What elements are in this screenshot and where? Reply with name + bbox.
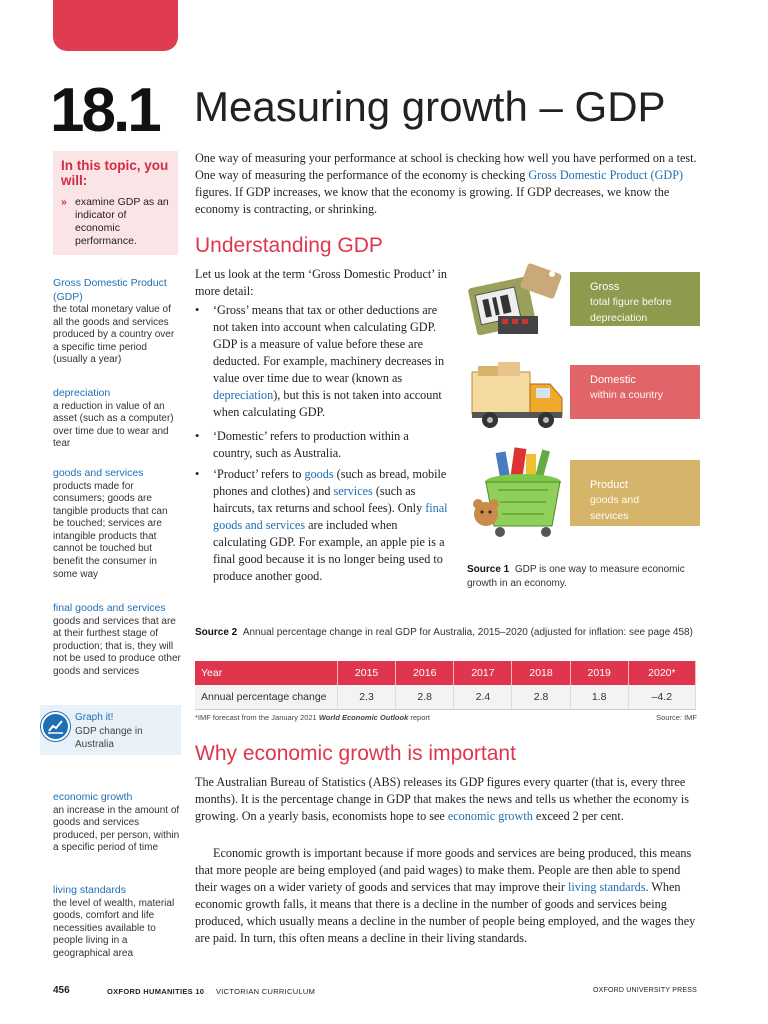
gdp-table bbox=[195, 661, 696, 710]
in-this-topic-heading: In this topic, you will: bbox=[61, 158, 169, 188]
bullet-icon: • bbox=[195, 303, 200, 317]
glossary-definition: the total monetary value of all the goods and services produced by a country over a specific time period (usually a year) bbox=[53, 304, 175, 366]
curriculum-name: VICTORIAN CURRICULUM bbox=[216, 987, 316, 996]
card-description: total figure before depreciation bbox=[590, 296, 672, 324]
glossary-term: final goods and services bbox=[53, 602, 166, 614]
topic-objective bbox=[61, 196, 170, 248]
economic-growth-link[interactable]: economic growth bbox=[447, 809, 533, 823]
card-description: within a country bbox=[590, 389, 663, 401]
table-header: 2020* bbox=[628, 661, 695, 685]
series-name: OXFORD HUMANITIES 10 bbox=[107, 987, 205, 996]
chapter-tab bbox=[53, 0, 178, 51]
section-heading: Why economic growth is important bbox=[195, 742, 516, 765]
why-paragraph-2 bbox=[195, 845, 697, 947]
graph-it-text: GDP change in Australia bbox=[75, 726, 143, 750]
glossary-entry bbox=[53, 387, 181, 451]
card-title: Product bbox=[590, 479, 628, 491]
graph-it-label: Graph it! bbox=[75, 712, 114, 723]
final-goods-link[interactable]: final goods and services bbox=[213, 501, 448, 532]
caption-text: Annual percentage change in real GDP for Australia, 2015–2020 (adjusted for inflation: see page 458) bbox=[242, 627, 693, 638]
product-card bbox=[570, 460, 700, 526]
glossary-definition: an increase in the amount of goods and services produced, per person, within a specific period of time bbox=[53, 804, 180, 854]
glossary-term: Gross Domestic Product (GDP) bbox=[53, 277, 167, 303]
table-source: Source: IMF bbox=[656, 713, 697, 722]
intro-paragraph bbox=[195, 150, 697, 218]
glossary-definition: products made for consumers; goods are tangible products that can be touched; services are intangible products that cannot be touched but benefit the consumer in some way bbox=[53, 480, 168, 580]
page-title: Measuring growth – GDP bbox=[194, 83, 666, 130]
living-standards-link[interactable]: living standards bbox=[567, 880, 646, 894]
objective-text: examine GDP as an indicator of economic performance. bbox=[75, 196, 169, 247]
table-header: 2019 bbox=[570, 661, 628, 685]
bullet-text: (such as haircuts, tax returns and school fees). Only bbox=[213, 484, 426, 515]
table-header: 2018 bbox=[512, 661, 570, 685]
paragraph-text: The Australian Bureau of Statistics (ABS) releases its GDP figures every quarter (that is, every three months). It is the percentage change in GDP that makes the news and tells us whether the economy is growing. On a yearly basis, economists hope to see bbox=[195, 775, 690, 823]
glossary-term: depreciation bbox=[53, 387, 111, 399]
bullet-text: ‘Product’ refers to bbox=[213, 467, 305, 481]
glossary-term: living standards bbox=[53, 884, 126, 896]
in-this-topic-box bbox=[53, 151, 178, 255]
bullet-text: ‘Domestic’ refers to production within a country, such as Australia. bbox=[213, 429, 409, 460]
understanding-lead: Let us look at the term ‘Gross Domestic Product’ in more detail: bbox=[195, 267, 447, 298]
card-description: goods and services bbox=[590, 494, 640, 522]
intro-text: figures. If GDP increases, we know that the economy is growing. If GDP decreases, we know the economy is contracting, or shrinking. bbox=[195, 185, 670, 216]
section-heading: Understanding GDP bbox=[195, 234, 383, 257]
glossary-term: economic growth bbox=[53, 791, 133, 803]
glossary-definition: the level of wealth, material goods, comfort and life necessities available to people living in a geographical area bbox=[53, 897, 175, 959]
bullet-text: are included when calculating GDP. For example, an apple pie is a final good because it is no longer being used to produce another good. bbox=[213, 518, 445, 583]
table-header: 2015 bbox=[338, 661, 396, 685]
bullet-item bbox=[195, 302, 450, 421]
graph-it-box[interactable] bbox=[40, 705, 181, 755]
caption-text: GDP is one way to measure economic growth in an economy. bbox=[467, 564, 685, 589]
table-header: Year bbox=[195, 661, 338, 685]
depreciation-link[interactable]: depreciation bbox=[213, 388, 274, 402]
publisher-name: OXFORD UNIVERSITY PRESS bbox=[592, 987, 697, 994]
price-tag-image bbox=[468, 262, 568, 342]
table-cell: Annual percentage change bbox=[195, 685, 338, 710]
card-title: Gross bbox=[590, 281, 620, 293]
glossary-entry bbox=[53, 277, 181, 367]
bullet-text: ‘Gross’ means that tax or other deductions are not taken into account when calculating GDP. GDP is a measure of value before these are deducted. For example, machinery decreases in value over time due to wear (known as bbox=[213, 303, 445, 385]
table-cell: 1.8 bbox=[570, 685, 628, 710]
page-number: 456 bbox=[53, 985, 70, 996]
source-2-caption bbox=[195, 626, 695, 640]
bullet-text: ), but this is not taken into account when calculating GDP. bbox=[213, 388, 442, 419]
topic-number: 18.1 bbox=[50, 76, 159, 145]
source-1-caption bbox=[467, 563, 699, 591]
gdp-link[interactable]: Gross Domestic Product (GDP) bbox=[528, 168, 684, 182]
footnote-text: *IMF forecast from the January 2021 bbox=[195, 713, 319, 722]
glossary-entry bbox=[53, 791, 181, 855]
table-cell: 2.8 bbox=[512, 685, 570, 710]
table-cell: 2.8 bbox=[396, 685, 454, 710]
glossary-term: goods and services bbox=[53, 467, 144, 479]
glossary-entry bbox=[53, 884, 181, 960]
table-cell: 2.4 bbox=[454, 685, 512, 710]
bullet-item bbox=[195, 428, 450, 462]
glossary-entry bbox=[53, 602, 181, 678]
domestic-card bbox=[570, 365, 700, 419]
table-row bbox=[195, 685, 696, 710]
caption-label: Source 2 bbox=[195, 627, 238, 638]
paragraph-text: Economic growth is important because if more goods and services are being produced, this means that more people are being employed (and paid wages) to make them. People are then able to spend their wages on a wider variety of goods and services that may improve their bbox=[195, 846, 692, 894]
delivery-truck-image bbox=[468, 358, 568, 438]
bullet-icon: • bbox=[195, 467, 200, 481]
chevron-right-icon: » bbox=[61, 196, 67, 208]
graph-icon bbox=[41, 712, 70, 741]
caption-label: Source 1 bbox=[467, 564, 510, 575]
table-cell: –4.2 bbox=[628, 685, 695, 710]
paragraph-text: exceed 2 per cent. bbox=[532, 809, 624, 823]
bullet-text: (such as bread, mobile phones and clothes) and bbox=[213, 467, 447, 498]
shopping-basket-image bbox=[468, 446, 568, 540]
table-footnote bbox=[195, 713, 430, 722]
services-link[interactable]: services bbox=[333, 484, 373, 498]
table-header: 2017 bbox=[454, 661, 512, 685]
glossary-definition: goods and services that are at their furthest stage of production; that is, they will not be used to produce other goods and services bbox=[53, 615, 181, 677]
table-header-row bbox=[195, 661, 696, 685]
goods-link[interactable]: goods bbox=[304, 467, 334, 481]
bullet-icon: • bbox=[195, 429, 200, 443]
gross-card bbox=[570, 272, 700, 326]
table-header: 2016 bbox=[396, 661, 454, 685]
glossary-definition: a reduction in value of an asset (such as a computer) over time due to wear and tear bbox=[53, 400, 174, 450]
why-paragraph-1 bbox=[195, 774, 697, 825]
card-title: Domestic bbox=[590, 374, 636, 386]
bullet-item bbox=[195, 466, 450, 585]
paragraph-text: . When economic growth falls, it means that there is a decline in the number of goods and services being produced, which usually means a decline in the number of people being employed, and the wages they are paid. In turn, this often means a decline in their living standards. bbox=[195, 880, 696, 945]
intro-text: One way of measuring your performance at school is checking how well you have performed on a test. One way of measuring the performance of the economy is checking bbox=[195, 151, 697, 182]
glossary-entry bbox=[53, 467, 181, 581]
table-cell: 2.3 bbox=[338, 685, 396, 710]
footnote-text: report bbox=[408, 713, 430, 722]
footnote-emphasis: World Economic Outlook bbox=[318, 713, 409, 722]
